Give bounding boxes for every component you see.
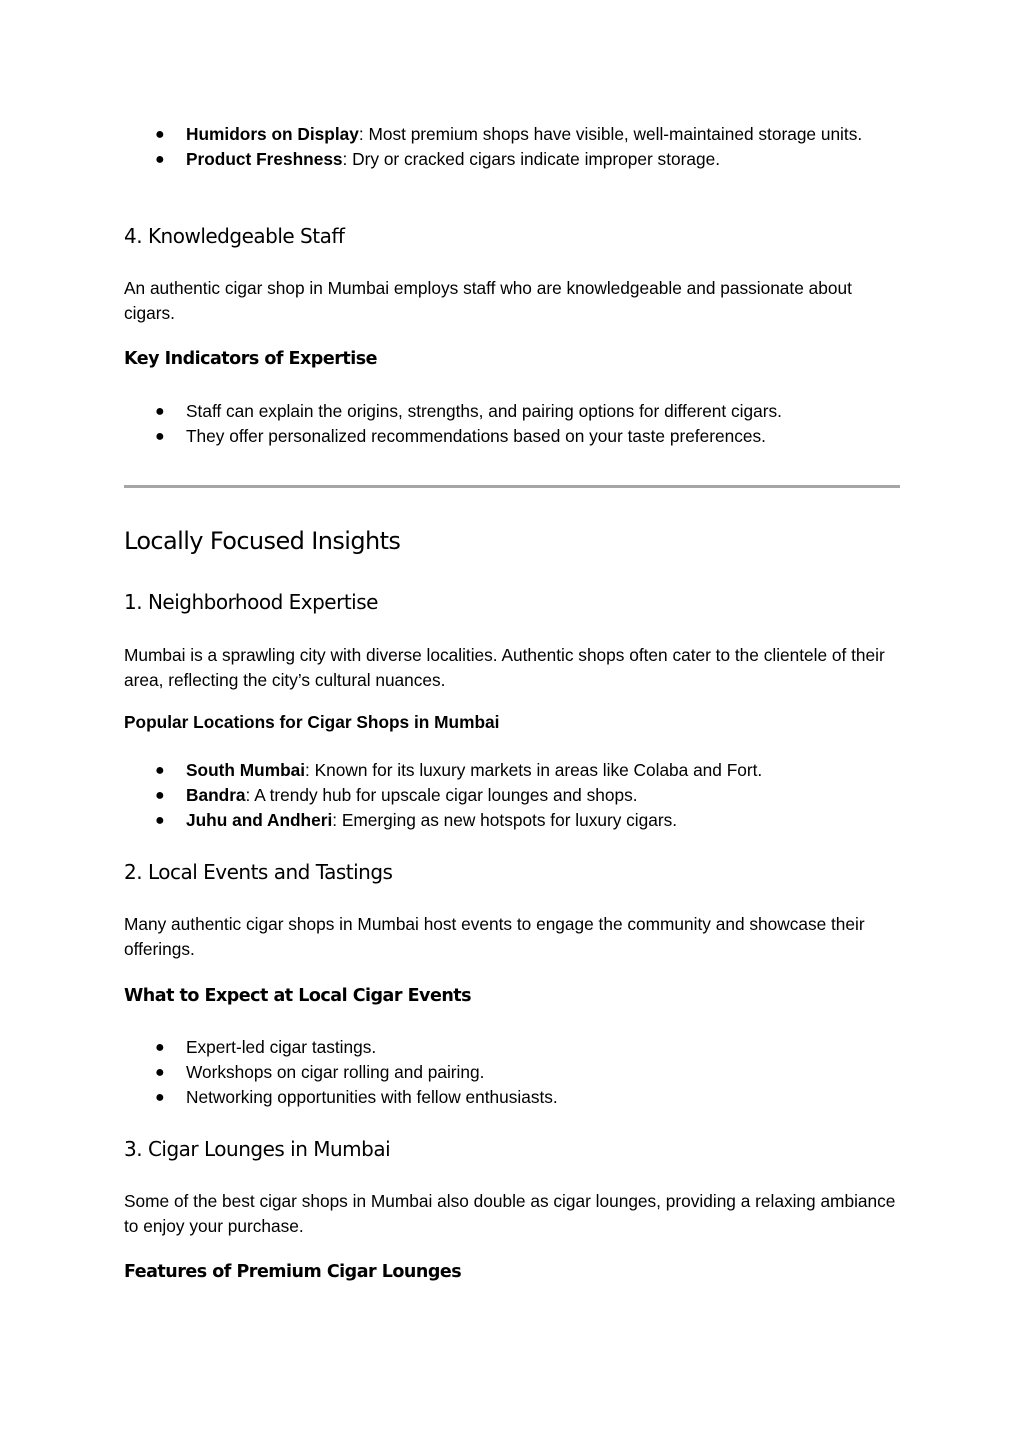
list-item bbox=[124, 399, 900, 424]
neighborhood-subheading: Popular Locations for Cigar Shops in Mumbai bbox=[124, 712, 500, 732]
list-item-text: Workshops on cigar rolling and pairing. bbox=[186, 1062, 485, 1082]
staff-list bbox=[124, 399, 900, 449]
list-item-term: South Mumbai bbox=[186, 760, 306, 780]
events-subheading: What to Expect at Local Cigar Events bbox=[124, 986, 472, 1006]
list-item bbox=[124, 147, 900, 172]
list-item bbox=[124, 783, 900, 808]
list-item-term: Product Freshness bbox=[186, 149, 343, 169]
section-title: Locally Focused Insights bbox=[124, 527, 401, 555]
list-item-term: Bandra bbox=[186, 785, 246, 805]
horizontal-rule bbox=[124, 485, 900, 488]
list-item bbox=[124, 808, 900, 833]
bullet-icon: ● bbox=[155, 1064, 165, 1081]
bullet-icon: ● bbox=[155, 126, 165, 143]
events-heading: 2. Local Events and Tastings bbox=[124, 860, 393, 884]
list-item-text: : Emerging as new hotspots for luxury cigars. bbox=[332, 810, 678, 830]
list-item-text: Staff can explain the origins, strengths, and pairing options for different cigars. bbox=[186, 401, 782, 421]
list-item-text: Expert-led cigar tastings. bbox=[186, 1037, 377, 1057]
locations-list bbox=[124, 758, 900, 833]
bullet-icon: ● bbox=[155, 1039, 165, 1056]
list-item-text: : Known for its luxury markets in areas like Colaba and Fort. bbox=[305, 760, 763, 780]
list-item-text: They offer personalized recommendations based on your taste preferences. bbox=[186, 426, 766, 446]
list-item bbox=[124, 122, 900, 147]
lounges-heading: 3. Cigar Lounges in Mumbai bbox=[124, 1137, 391, 1161]
staff-heading: 4. Knowledgeable Staff bbox=[124, 224, 345, 248]
list-item-term: Humidors on Display bbox=[186, 124, 359, 144]
list-item-text: : A trendy hub for upscale cigar lounges and shops. bbox=[245, 785, 638, 805]
events-list bbox=[124, 1035, 900, 1110]
bullet-icon: ● bbox=[155, 762, 165, 779]
list-item-term: Juhu and Andheri bbox=[186, 810, 333, 830]
list-item bbox=[124, 1035, 900, 1060]
bullet-icon: ● bbox=[155, 403, 165, 420]
neighborhood-heading: 1. Neighborhood Expertise bbox=[124, 590, 378, 614]
lounges-intro: Some of the best cigar shops in Mumbai also double as cigar lounges, providing a relaxing ambiance to enjoy your purchase. bbox=[124, 1191, 896, 1236]
list-item bbox=[124, 1060, 900, 1085]
bullet-icon: ● bbox=[155, 428, 165, 445]
list-item bbox=[124, 424, 900, 449]
neighborhood-intro: Mumbai is a sprawling city with diverse localities. Authentic shops often cater to the clientele of their area, reflecting the city’s cultural nuances. bbox=[124, 645, 885, 690]
list-item-text: : Dry or cracked cigars indicate improper storage. bbox=[342, 149, 721, 169]
bullet-icon: ● bbox=[155, 151, 165, 168]
bullet-icon: ● bbox=[155, 812, 165, 829]
list-item bbox=[124, 758, 900, 783]
list-item-text: Networking opportunities with fellow enthusiasts. bbox=[186, 1087, 558, 1107]
staff-intro: An authentic cigar shop in Mumbai employs staff who are knowledgeable and passionate about cigars. bbox=[124, 278, 852, 323]
storage-list bbox=[124, 122, 900, 172]
list-item bbox=[124, 1085, 900, 1110]
staff-subheading: Key Indicators of Expertise bbox=[124, 349, 377, 369]
lounges-subheading: Features of Premium Cigar Lounges bbox=[124, 1262, 462, 1282]
list-item-text: : Most premium shops have visible, well-maintained storage units. bbox=[358, 124, 863, 144]
events-intro: Many authentic cigar shops in Mumbai host events to engage the community and showcase their offerings. bbox=[124, 914, 865, 959]
bullet-icon: ● bbox=[155, 1089, 165, 1106]
bullet-icon: ● bbox=[155, 787, 165, 804]
